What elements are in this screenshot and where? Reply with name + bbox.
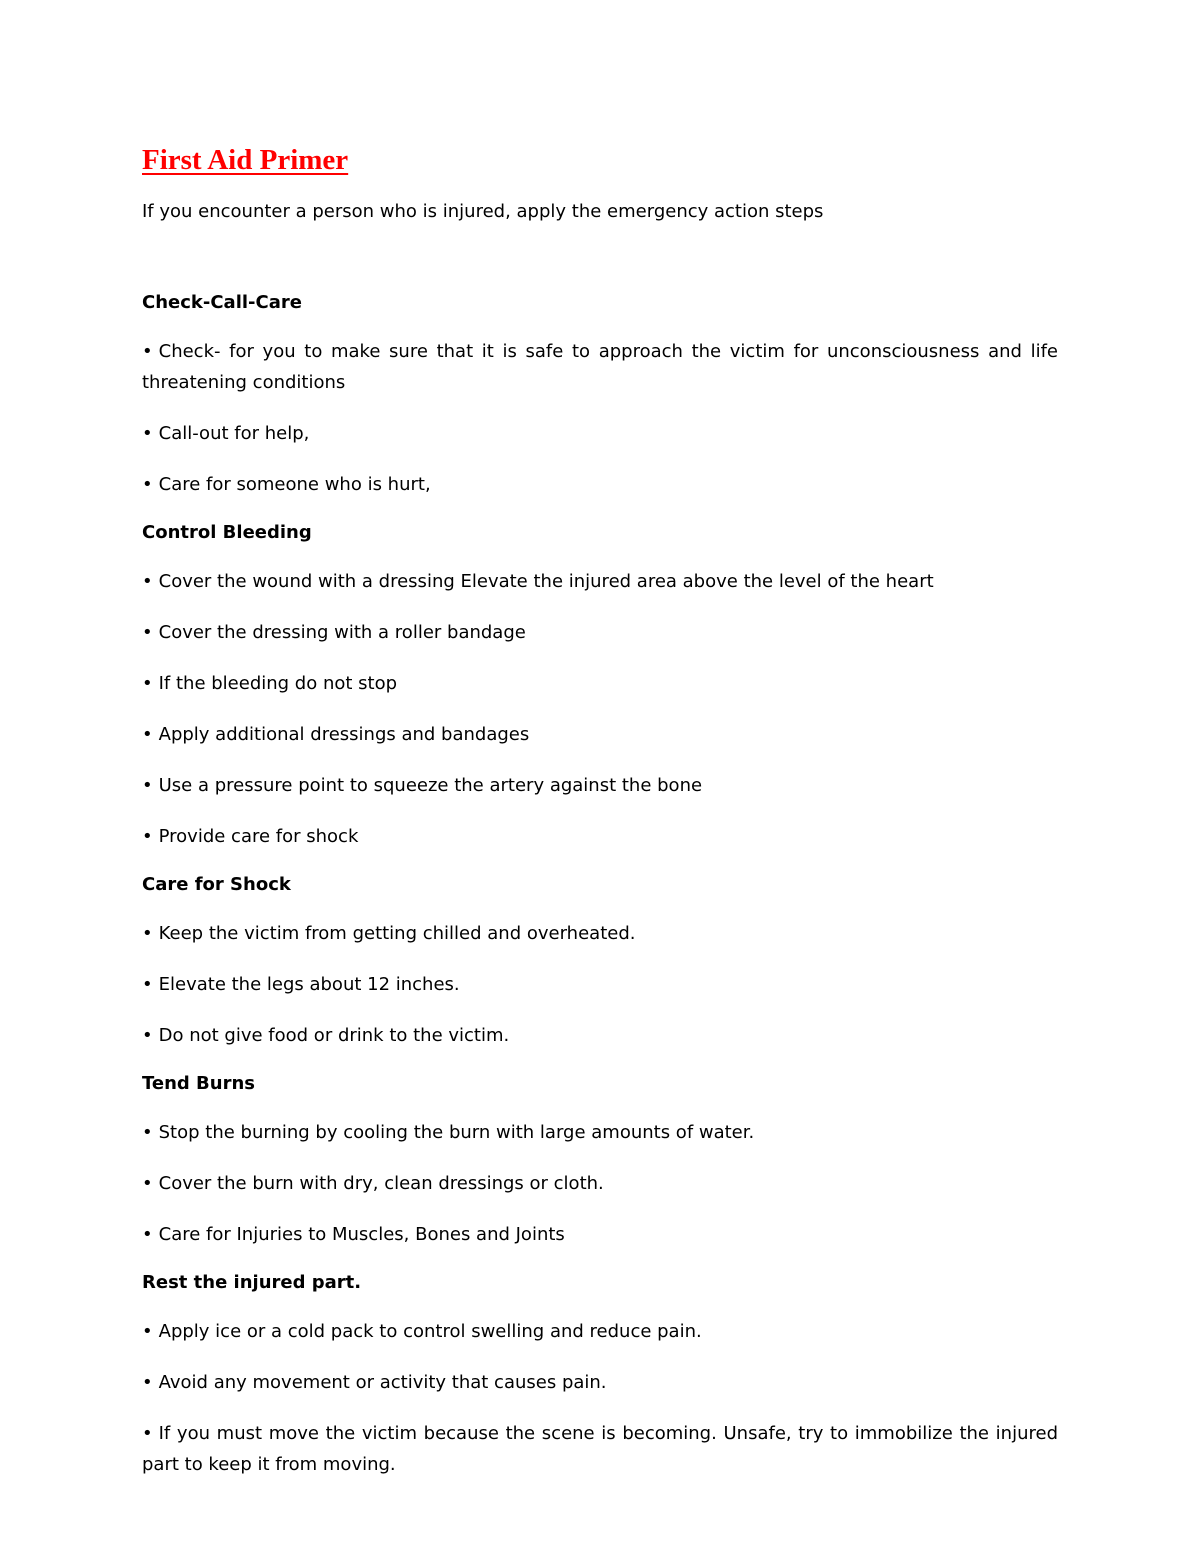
list-item-text: Do not give food or drink to the victim. <box>158 1025 510 1046</box>
bullet-glyph: • <box>142 571 153 592</box>
list-item-text: Stop the burning by cooling the burn with large amounts of water. <box>158 1122 755 1143</box>
bullet-glyph: • <box>142 1122 153 1143</box>
list-item <box>142 1418 1058 1480</box>
section-heading: Rest the injured part. <box>142 1272 362 1293</box>
document-body <box>142 140 1058 1480</box>
list-item <box>142 418 1058 449</box>
list-item-text: Cover the wound with a dressing Elevate the injured area above the level of the heart <box>158 571 934 592</box>
list-item <box>142 668 1058 699</box>
list-item <box>142 770 1058 801</box>
section-heading: Tend Burns <box>142 1073 256 1094</box>
list-item <box>142 821 1058 852</box>
list-item-text: Call-out for help, <box>158 423 310 444</box>
bullet-glyph: • <box>142 1224 153 1245</box>
bullet-glyph: • <box>142 826 153 847</box>
bullet-glyph: • <box>142 724 153 745</box>
section-heading: Care for Shock <box>142 874 291 895</box>
list-item-text: Provide care for shock <box>158 826 359 847</box>
bullet-glyph: • <box>142 1321 153 1342</box>
list-item-text: Apply ice or a cold pack to control swelling and reduce pain. <box>158 1321 702 1342</box>
list-item <box>142 918 1058 949</box>
section-check-call-care <box>142 290 1058 500</box>
bullet-glyph: • <box>142 775 153 796</box>
bullet-glyph: • <box>142 1025 153 1046</box>
list-item-text: Elevate the legs about 12 inches. <box>158 974 460 995</box>
list-item <box>142 1316 1058 1347</box>
section-heading: Control Bleeding <box>142 522 312 543</box>
bullet-glyph: • <box>142 923 153 944</box>
bullet-glyph: • <box>142 1173 153 1194</box>
list-item-text: Care for someone who is hurt, <box>158 474 431 495</box>
list-item <box>142 566 1058 597</box>
list-item-text: Care for Injuries to Muscles, Bones and Joints <box>158 1224 565 1245</box>
document-title: First Aid Primer <box>142 144 349 176</box>
bullet-glyph: • <box>142 423 153 444</box>
section-rest-injured-part <box>142 1270 1058 1480</box>
section-tend-burns <box>142 1071 1058 1250</box>
bullet-glyph: • <box>142 1372 153 1393</box>
list-item <box>142 719 1058 750</box>
list-item <box>142 469 1058 500</box>
list-item <box>142 336 1058 398</box>
bullet-glyph: • <box>142 474 153 495</box>
bullet-glyph: • <box>142 673 153 694</box>
list-item <box>142 1168 1058 1199</box>
bullet-glyph: • <box>142 341 153 362</box>
list-item-text: Keep the victim from getting chilled and overheated. <box>158 923 636 944</box>
bullet-glyph: • <box>142 622 153 643</box>
list-item-text: If you must move the victim because the scene is becoming. Unsafe, try to immobilize the injured part to keep it from moving. <box>142 1423 1058 1475</box>
section-care-for-shock <box>142 872 1058 1051</box>
list-item <box>142 1117 1058 1148</box>
list-item-text: Cover the dressing with a roller bandage <box>158 622 526 643</box>
list-item-text: If the bleeding do not stop <box>158 673 398 694</box>
section-control-bleeding <box>142 520 1058 852</box>
list-item <box>142 617 1058 648</box>
list-item <box>142 969 1058 1000</box>
list-item-text: Cover the burn with dry, clean dressings or cloth. <box>158 1173 604 1194</box>
list-item-text: Avoid any movement or activity that causes pain. <box>158 1372 607 1393</box>
list-item <box>142 1020 1058 1051</box>
section-heading: Check-Call-Care <box>142 292 302 313</box>
list-item <box>142 1367 1058 1398</box>
list-item <box>142 1219 1058 1250</box>
bullet-glyph: • <box>142 1423 153 1444</box>
list-item-text: Apply additional dressings and bandages <box>158 724 530 745</box>
intro-paragraph: If you encounter a person who is injured, apply the emergency action steps <box>142 201 824 222</box>
bullet-glyph: • <box>142 974 153 995</box>
list-item-text: Check- for you to make sure that it is safe to approach the victim for unconsciousness and life threatening conditions <box>142 341 1058 393</box>
list-item-text: Use a pressure point to squeeze the artery against the bone <box>158 775 703 796</box>
